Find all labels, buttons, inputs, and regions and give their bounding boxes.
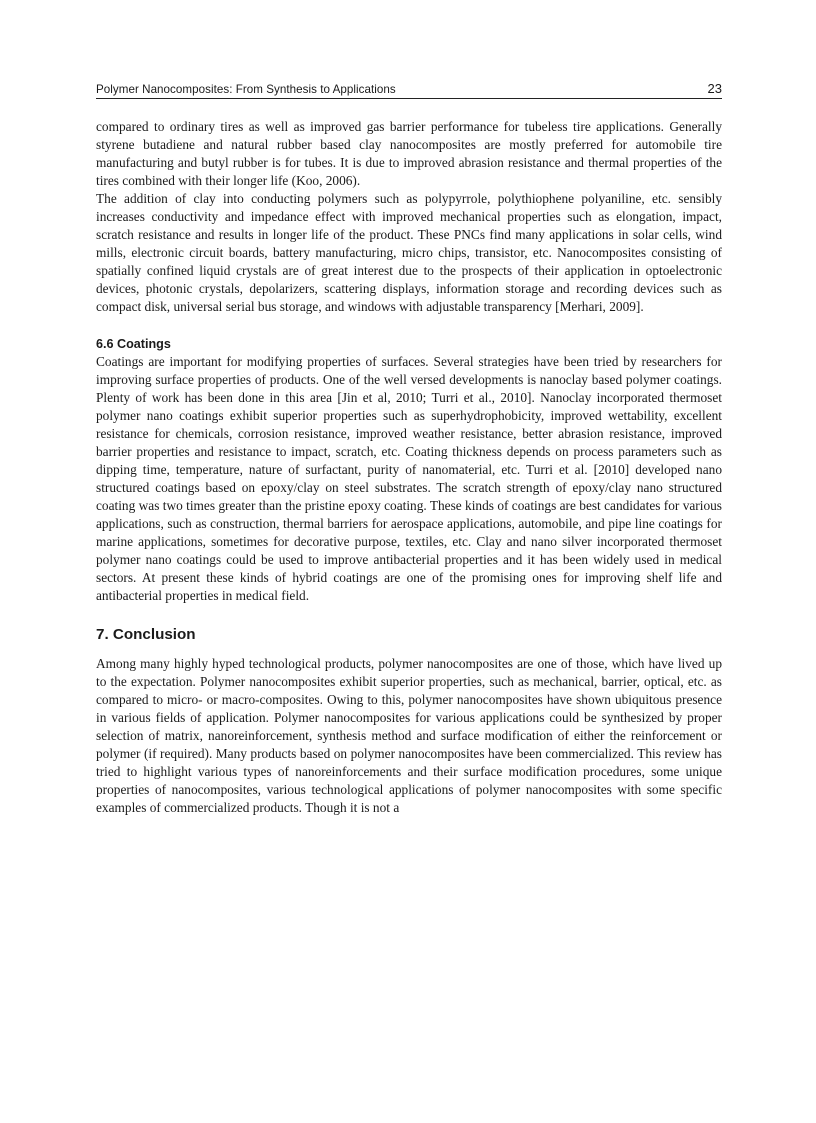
conclusion-paragraph: Among many highly hyped technological products, polymer nanocomposites are one of those, which have lived up to the expectation. Polymer nanocomposites exhibit superior properties, such as mechanical, barrier, optical, etc. as compared to micro- or macro-composites. Owing to this, polymer nanocomposites have shown ubiquitous presence in various fields of application. Polymer nanocomposites for various applications could be synthesized by proper selection of matrix, nanoreinforcement, synthesis method and surface modification of either the reinforcement or polymer (if required). Many products based on polymer nanocomposites have been commercialized. This review has tried to highlight various types of nanoreinforcements and their surface modification procedures, some unique properties of nanocomposites, various technological applications of polymer nanocomposites with some specific examples of commercialized products. Though it is not a <box>96 656 722 815</box>
page-body <box>96 118 722 817</box>
coatings-paragraph: Coatings are important for modifying properties of surfaces. Several strategies have been tried by researchers for improving surface properties of products. One of the well versed developments is nanoclay based polymer coatings. Plenty of work has been done in this area [Jin et al, 2010; Turri et al., 2010]. Nanoclay incorporated thermoset polymer nano coatings exhibit superior properties such as superhydrophobicity, improved wettability, excellent resistance for chemicals, corrosion resistance, improved weather resistance, better abrasion resistance, improved barrier properties and resistance to impact, scratch, etc. Coating thickness depends on process parameters such as dipping time, temperature, nature of surfactant, purity of nanomaterial, etc. Turri et al. [2010] developed nano structured coatings based on epoxy/clay on steel substrates. The scratch strength of epoxy/clay nano structured coating was two times greater than the pristine epoxy coating. These kinds of coatings are best candidates for various applications, such as construction, thermal barriers for aerospace applications, automobile, and pipe line coatings for marine applications, sometimes for decorative purpose, textiles, etc. Clay and nano silver incorporated thermoset polymer nano coatings could be used to improve antibacterial properties and it has been widely used in medical sectors. At present these kinds of hybrid coatings are one of the promising ones for improving shelf life and antibacterial properties in medical field. <box>96 354 722 603</box>
page-number: 23 <box>707 81 722 96</box>
section-heading-conclusion: 7. Conclusion <box>96 626 196 643</box>
body-paragraph: compared to ordinary tires as well as improved gas barrier performance for tubeless tire applications. Generally styrene butadiene and natural rubber based clay nanocomposites are mostly preferred for automobile tire manufacturing and butyl rubber is for tubes. It is due to improved abrasion resistance and thermal properties of the tires combined with their longer life (Koo, 2006). <box>96 119 722 188</box>
body-paragraph: The addition of clay into conducting polymers such as polypyrrole, polythiophene polyaniline, etc. sensibly increases conductivity and impedance effect with improved mechanical properties such as elongation, impact, scratch resistance and results in longer life of the product. These PNCs find many applications in solar cells, wind mills, electronic circuit boards, battery manufacturing, micro chips, transistor, etc. Nanocomposites consisting of spatially confined liquid crystals are of great interest due to the prospects of their application in optoelectronic devices, photonic crystals, depolarizers, scattering displays, information storage and recording devices such as compact disk, universal serial bus storage, and windows with adjustable transparency [Merhari, 2009]. <box>96 191 722 314</box>
section-heading-coatings: 6.6 Coatings <box>96 337 171 351</box>
running-title: Polymer Nanocomposites: From Synthesis to Applications <box>96 83 396 96</box>
running-header <box>96 80 722 99</box>
